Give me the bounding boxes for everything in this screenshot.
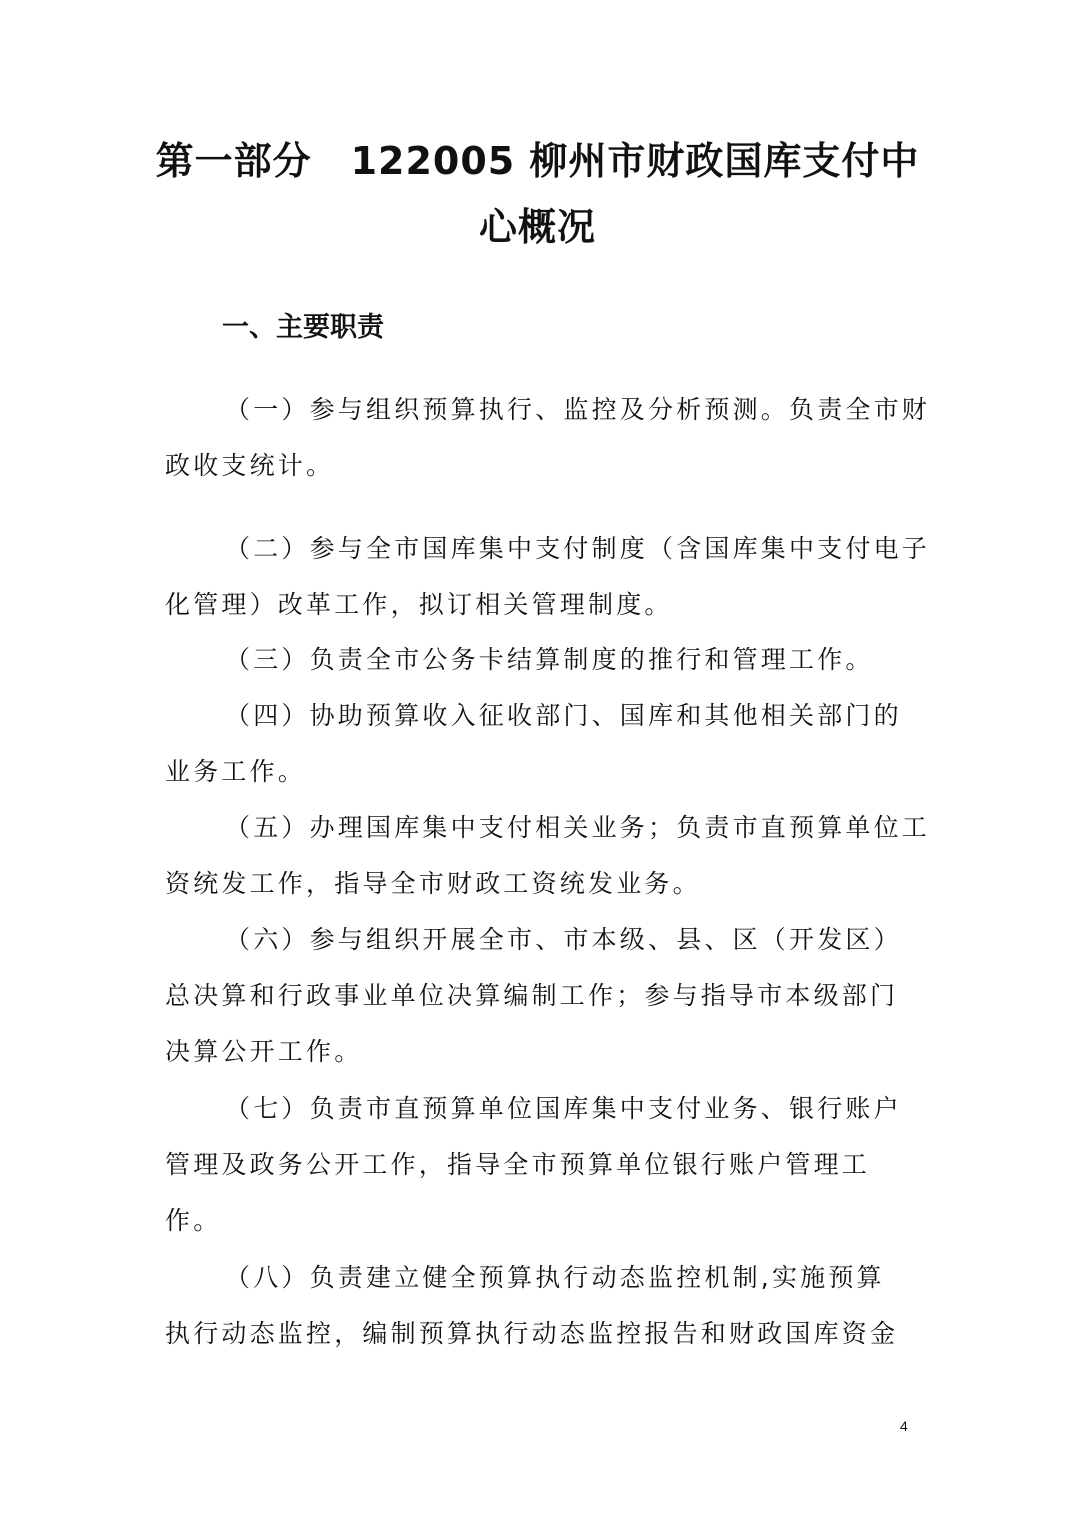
paragraph-line: 政收支统计。 [165,451,335,480]
paragraph-line: 执行动态监控，编制预算执行动态监控报告和财政国库资金 [165,1319,899,1348]
page-title [140,128,935,260]
paragraph-line: 管理及政务公开工作，指导全市预算单位银行账户管理工 [165,1150,871,1179]
paragraph-line: 资统发工作，指导全市财政工资统发业务。 [165,869,701,898]
paragraph-line: 化管理）改革工作，拟订相关管理制度。 [165,590,673,619]
title-line-2: 心概况 [478,205,596,249]
paragraph-line: 决算公开工作。 [165,1037,363,1066]
paragraph-2 [165,521,931,633]
page-number: 4 [900,1418,908,1434]
paragraph-line: （四）协助预算收入征收部门、国库和其他相关部门的 [225,701,902,730]
paragraph-line: （六）参与组织开展全市、市本级、县、区（开发区） [225,925,902,954]
paragraph-line: 作。 [165,1206,222,1235]
paragraph-line: 业务工作。 [165,757,307,786]
paragraph-line: （二）参与全市国库集中支付制度（含国库集中支付电子 [225,534,931,563]
section-heading: 一、主要职责 [222,312,384,343]
paragraph-1 [165,382,931,494]
paragraph-line: （七）负责市直预算单位国库集中支付业务、银行账户 [225,1094,902,1123]
paragraph-line: （一）参与组织预算执行、监控及分析预测。负责全市财 [225,395,931,424]
paragraph-5 [165,800,931,912]
paragraph-8 [165,1250,915,1362]
paragraph-3 [165,632,915,688]
title-line-1: 第一部分 122005 柳州市财政国库支付中 [155,139,920,183]
paragraph-line: （八）负责建立健全预算执行动态监控机制,实施预算 [225,1263,885,1292]
paragraph-line: （三）负责全市公务卡结算制度的推行和管理工作。 [225,645,874,674]
paragraph-line: （五）办理国库集中支付相关业务；负责市直预算单位工 [225,813,931,842]
paragraph-6 [165,912,915,1080]
paragraph-4 [165,688,915,800]
paragraph-line: 总决算和行政事业单位决算编制工作；参与指导市本级部门 [165,981,899,1010]
paragraph-7 [165,1081,915,1249]
